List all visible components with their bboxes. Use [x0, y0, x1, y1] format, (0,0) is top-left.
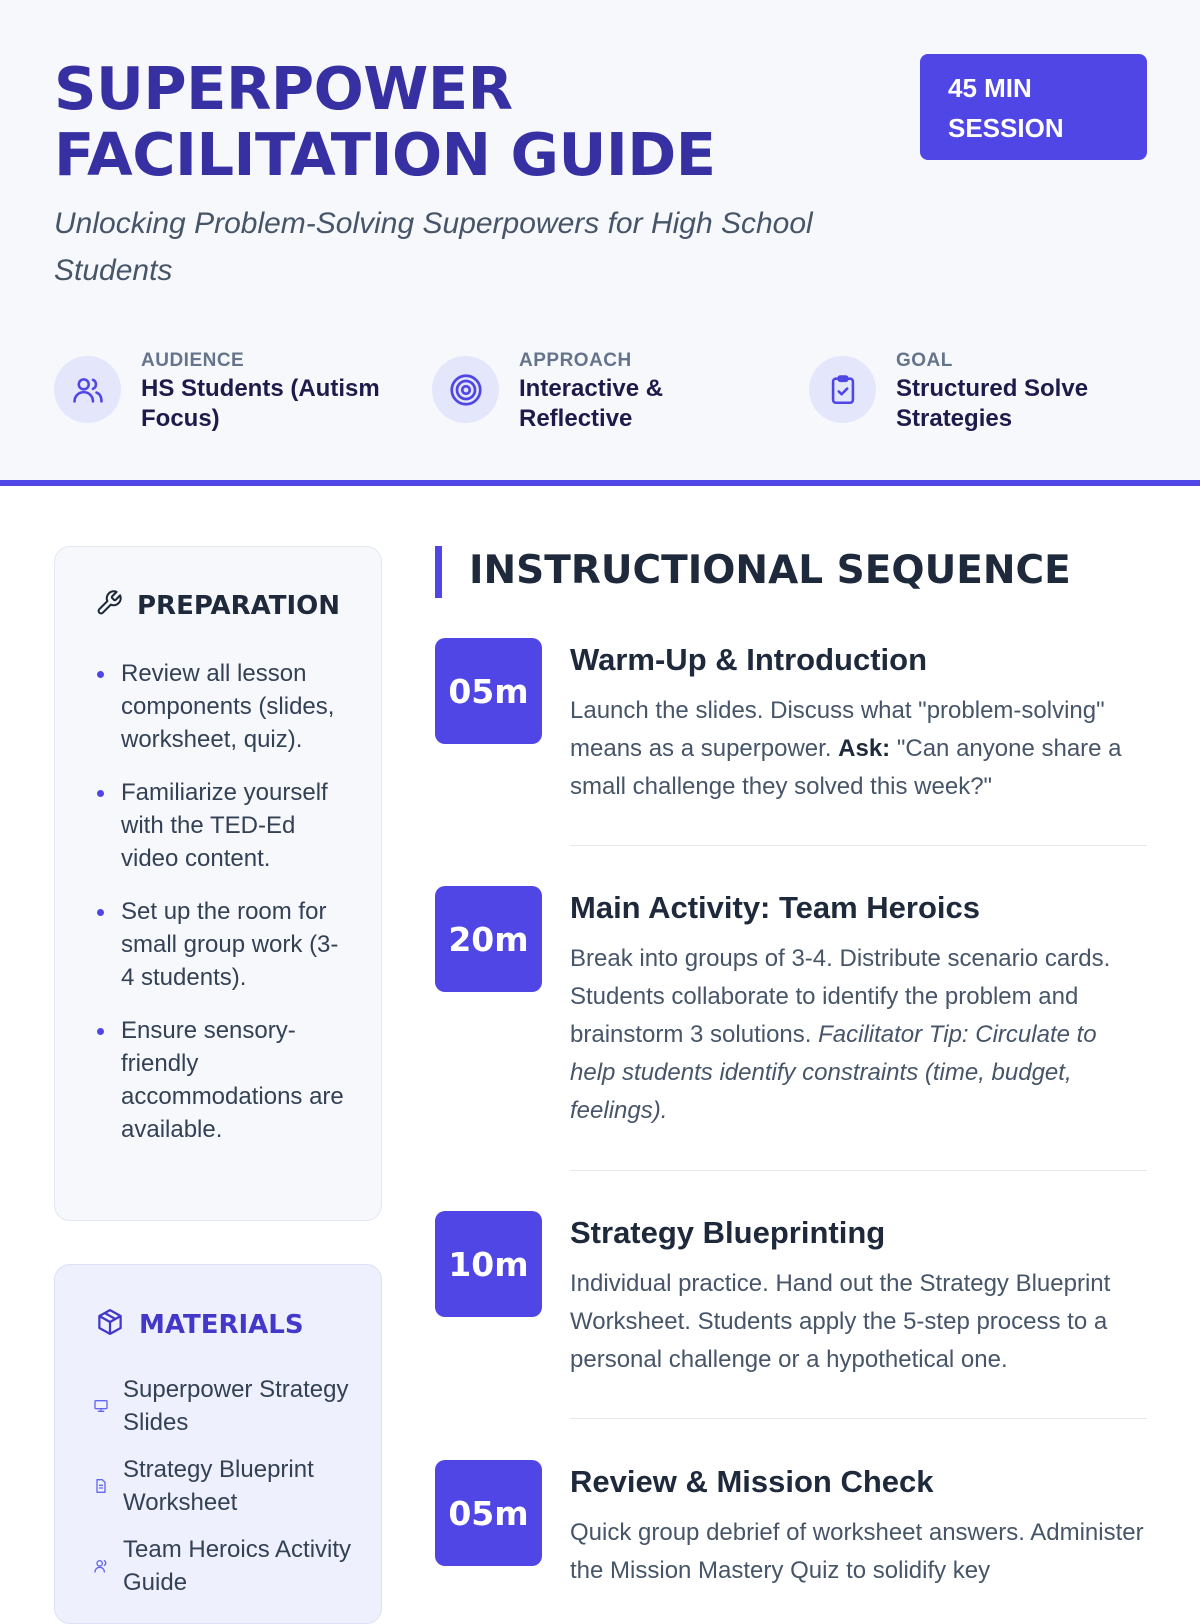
- step-description: Quick group debrief of worksheet answers. Administer the Mission Mastery Quiz to solidify key: [570, 1519, 1144, 1584]
- materials-title: MATERIALS: [139, 1309, 304, 1340]
- target-icon: [432, 356, 499, 423]
- material-label: Strategy Blueprint Worksheet: [123, 1456, 314, 1516]
- wrench-icon: [95, 589, 123, 622]
- users-icon: [54, 356, 121, 423]
- preparation-card: [54, 546, 382, 1221]
- preparation-header: [95, 589, 340, 622]
- user-icon: [93, 1558, 109, 1574]
- step-duration: 10m: [435, 1211, 542, 1317]
- meta-approach: [432, 350, 762, 440]
- meta-value: HS Students (Autism Focus): [141, 375, 380, 432]
- list-item: [93, 1453, 363, 1519]
- list-item: Ensure sensory-friendly accommodations are available.: [97, 1014, 347, 1146]
- meta-goal: [809, 350, 1139, 440]
- divider: [570, 1418, 1147, 1419]
- step-duration: 20m: [435, 886, 542, 992]
- monitor-icon: [93, 1398, 109, 1414]
- session-length-badge: 45 MIN SESSION: [920, 54, 1147, 160]
- divider: [570, 1170, 1147, 1171]
- step-duration: 05m: [435, 1460, 542, 1566]
- list-item: [93, 1533, 363, 1599]
- list-item: [93, 1373, 363, 1439]
- meta-label: GOAL: [896, 350, 953, 371]
- package-icon: [95, 1307, 125, 1342]
- preparation-title: PREPARATION: [137, 590, 341, 621]
- step-title: Warm-Up & Introduction: [570, 642, 928, 677]
- sequence-title: INSTRUCTIONAL SEQUENCE: [469, 548, 1071, 593]
- step-description: Launch the slides. Discuss what "problem-solving" means as a superpower. Ask: "Can anyone share a small challenge they solved this week?": [570, 697, 1122, 800]
- section-accent-bar: [435, 546, 442, 598]
- page-title: SUPERPOWER FACILITATION GUIDE: [54, 54, 716, 189]
- document-icon: [93, 1478, 109, 1494]
- meta-label: AUDIENCE: [141, 350, 245, 371]
- step-title: Review & Mission Check: [570, 1464, 934, 1499]
- meta-label: APPROACH: [519, 350, 632, 371]
- step-title: Strategy Blueprinting: [570, 1215, 886, 1250]
- preparation-list: [97, 657, 347, 1166]
- materials-header: [95, 1307, 304, 1342]
- materials-card: [54, 1264, 382, 1624]
- header: [0, 0, 1200, 486]
- clipboard-check-icon: [809, 356, 876, 423]
- step-title: Main Activity: Team Heroics: [570, 890, 981, 925]
- page-subtitle: Unlocking Problem-Solving Superpowers for High School Students: [54, 207, 813, 287]
- meta-value: Structured Solve Strategies: [896, 375, 1089, 432]
- list-item: Set up the room for small group work (3-4 students).: [97, 895, 347, 994]
- step-duration: 05m: [435, 638, 542, 744]
- step-description: Individual practice. Hand out the Strategy Blueprint Worksheet. Students apply the 5-step process to a personal challenge or a hypothetical one.: [570, 1270, 1111, 1373]
- materials-list: [93, 1373, 363, 1613]
- meta-audience: [54, 350, 384, 440]
- meta-value: Interactive & Reflective: [519, 375, 664, 432]
- list-item: Familiarize yourself with the TED-Ed video content.: [97, 776, 347, 875]
- divider: [570, 845, 1147, 846]
- step-description: Break into groups of 3-4. Distribute scenario cards. Students collaborate to identify the problem and brainstorm 3 solutions. Facilitator Tip: Circulate to help students identify constraints (time, budget, feelings).: [570, 945, 1111, 1124]
- list-item: Review all lesson components (slides, worksheet, quiz).: [97, 657, 347, 756]
- material-label: Team Heroics Activity Guide: [123, 1536, 352, 1596]
- material-label: Superpower Strategy Slides: [123, 1376, 349, 1436]
